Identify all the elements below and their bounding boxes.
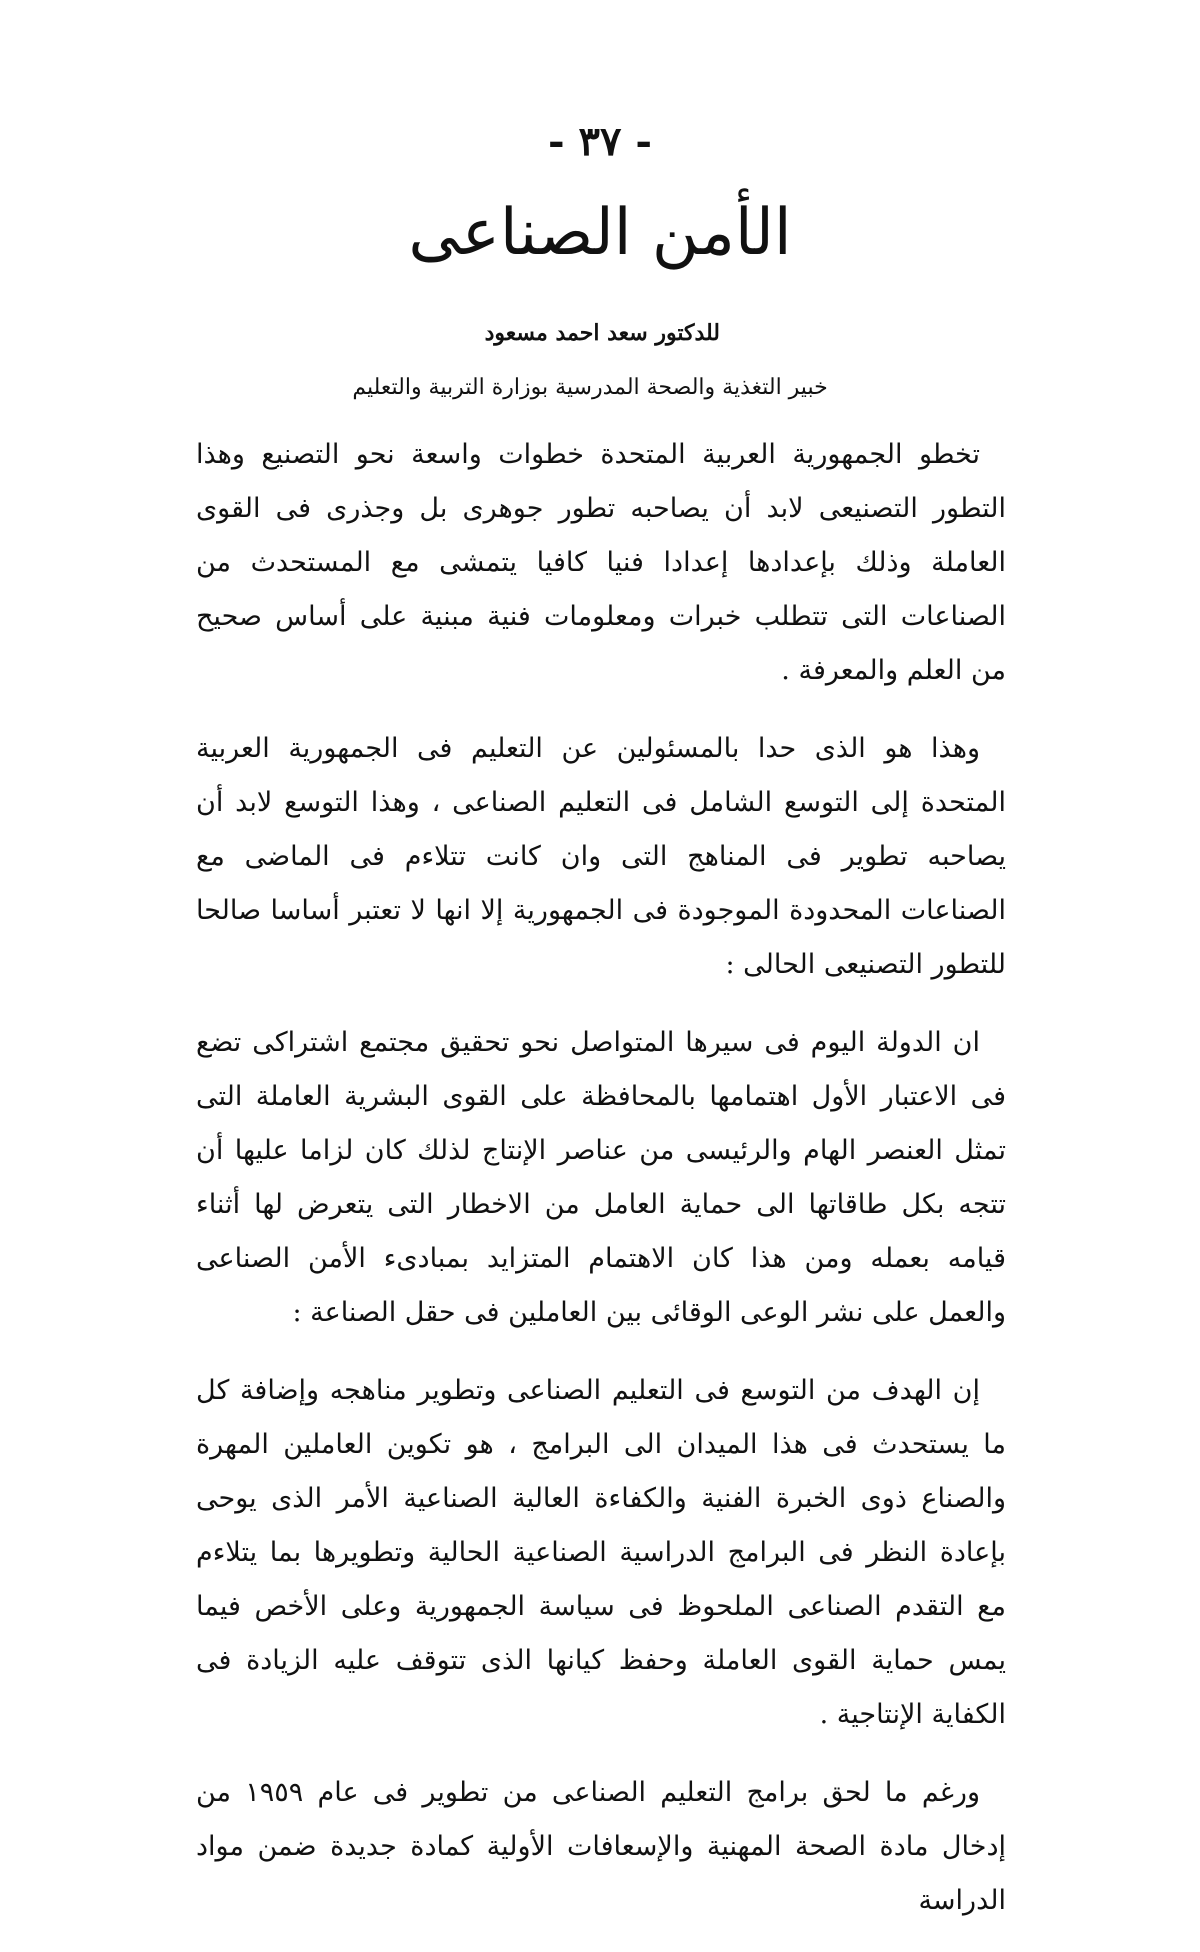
paragraph-1: تخطو الجمهورية العربية المتحدة خطوات واسعة نحو التصنيع وهذا التطور التصنيعى لابد أن يصاحبه تطور جوهرى بل وجذرى فى القوى العاملة وذلك بإعدادها إعدادا فنيا كافيا يتمشى مع المستحدث من الصناعات التى تتطلب خبرات ومعلومات فنية مبنية على أساس صحيح من العلم والمعرفة . bbox=[196, 439, 1006, 686]
author-affiliation: خبير التغذية والصحة المدرسية بوزارة التربية والتعليم bbox=[352, 375, 828, 400]
page-number: - ٣٧ - bbox=[547, 118, 653, 165]
paragraph-2: وهذا هو الذى حدا بالمسئولين عن التعليم فى الجمهورية العربية المتحدة إلى التوسع الشامل فى التعليم الصناعى ، وهذا التوسع لابد أن يصاحبه تطوير فى المناهج التى وان كانت تتلاءم فى الماضى مع الصناعات المحدودة الموجودة فى الجمهورية إلا انها لا تعتبر أساسا صالحا للتطور التصنيعى الحالى : bbox=[196, 733, 1006, 980]
article-title: الأمن الصناعى bbox=[408, 196, 792, 270]
paragraph-4: إن الهدف من التوسع فى التعليم الصناعى وتطوير مناهجه وإضافة كل ما يستحدث فى هذا الميدان الى البرامج ، هو تكوين العاملين المهرة والصناع ذوى الخبرة الفنية والكفاءة العالية الصناعية الأمر الذى يوحى بإعادة النظر فى البرامج الدراسية الصناعية الحالية وتطويرها بما يتلاءم مع التقدم الصناعى الملحوظ فى سياسة الجمهورية وعلى الأخص فيما يمس حماية القوى العاملة وحفظ كيانها الذى تتوقف عليه الزيادة فى الكفاية الإنتاجية . bbox=[196, 1375, 1006, 1730]
author-line: للدكتور سعد احمد مسعود bbox=[484, 320, 720, 346]
paragraph-3: ان الدولة اليوم فى سيرها المتواصل نحو تحقيق مجتمع اشتراكى تضع فى الاعتبار الأول اهتمامها بالمحافظة على القوى البشرية العاملة التى تمثل العنصر الهام والرئيسى من عناصر الإنتاج لذلك كان لزاما عليها أن تتجه بكل طاقاتها الى حماية العامل من الاخطار التى يتعرض لها أثناء قيامه بعمله ومن هذا كان الاهتمام المتزايد بمبادىء الأمن الصناعى والعمل على نشر الوعى الوقائى بين العاملين فى حقل الصناعة : bbox=[196, 1027, 1006, 1328]
paragraph-5: ورغم ما لحق برامج التعليم الصناعى من تطوير فى عام ١٩٥٩ من إدخال مادة الصحة المهنية والإسعافات الأولية كمادة جديدة ضمن مواد الدراسة bbox=[196, 1777, 1006, 1916]
article-body bbox=[196, 428, 1006, 1952]
